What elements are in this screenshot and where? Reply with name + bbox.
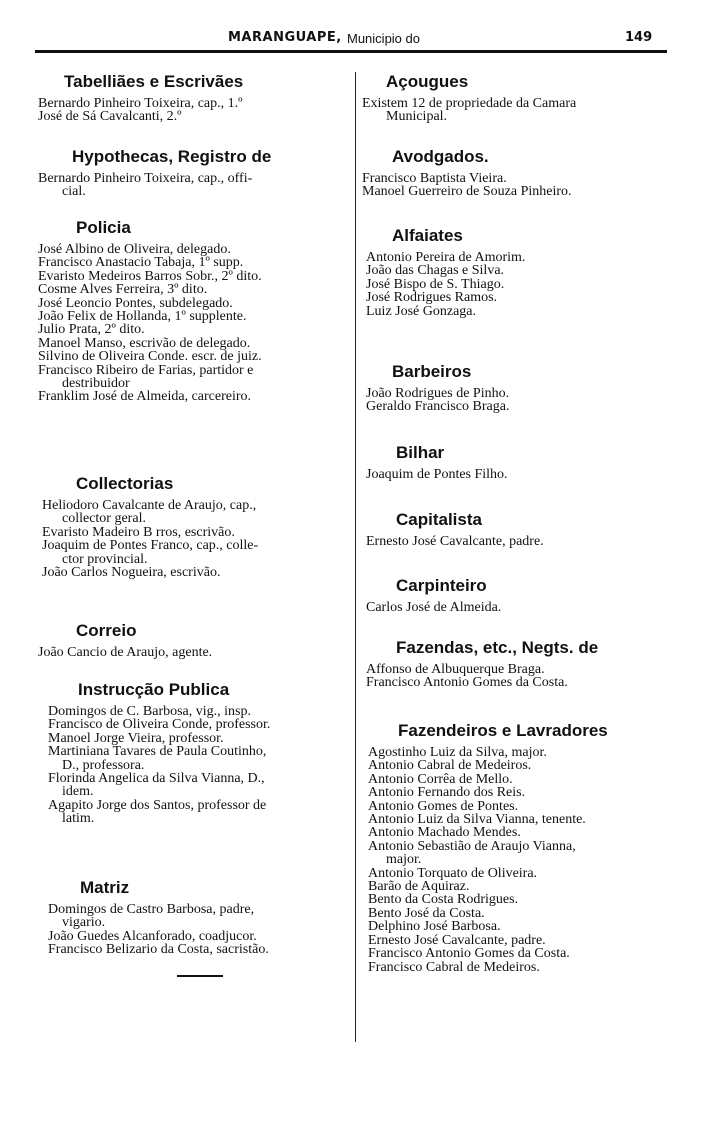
list-entry: Barão de Aquiraz. (368, 879, 470, 895)
section-heading: Instrucção Publica (78, 680, 230, 699)
list-entry-continuation: D., professora. (62, 757, 145, 773)
header-title: MARANGUAPE, (228, 30, 342, 45)
list-entry: Heliodoro Cavalcante de Araujo, cap., (42, 498, 257, 513)
list-entry: Franklim José de Almeida, carcereiro. (38, 389, 252, 405)
list-entry: Luiz José Gonzaga. (366, 303, 477, 319)
section-heading: Alfaiates (392, 226, 463, 245)
list-entry: Antonio Sebastião de Araujo Vianna, (368, 838, 576, 854)
section (38, 72, 243, 124)
section-heading: Collectorias (76, 474, 174, 493)
section (38, 680, 270, 826)
list-entry: Manoel Manso, escrivão de delegado. (38, 335, 251, 351)
list-entry: Francisco Antonio Gomes da Costa. (366, 675, 568, 691)
list-entry: Evaristo Medeiros Barros Sobr., 2º dito. (38, 268, 262, 284)
list-entry-continuation: cial. (62, 184, 86, 200)
column-divider (355, 72, 356, 1042)
header-rule (35, 50, 667, 53)
section (362, 72, 576, 124)
list-entry: José Albino de Oliveira, delegado. (38, 242, 231, 257)
section (362, 510, 544, 548)
end-dash (177, 975, 223, 977)
section (38, 218, 262, 404)
list-entry: Cosme Alves Ferreira, 3º dito. (38, 282, 208, 298)
list-entry: João Guedes Alcanforado, coadjucor. (48, 928, 257, 944)
section-heading: Bilhar (396, 443, 445, 462)
list-entry-continuation: latim. (62, 811, 95, 827)
list-entry: Carlos José de Almeida. (366, 600, 502, 615)
list-entry: João Felix de Hollanda, 1º supplente. (38, 309, 247, 325)
list-entry: Antonio Gomes de Pontes. (368, 798, 519, 814)
section-heading: Tabelliães e Escrivães (64, 72, 244, 91)
section-heading: Capitalista (396, 510, 482, 529)
section-heading: Correio (76, 621, 137, 640)
section (38, 474, 258, 579)
list-entry: Silvino de Oliveira Conde. escr. de juiz. (38, 349, 262, 365)
list-entry: Ernesto José Cavalcante, padre. (368, 932, 546, 948)
list-entry: Antonio Luiz da Silva Vianna, tenente. (368, 812, 586, 828)
list-entry: Francisco Anastacio Tabaja, 1º supp. (38, 255, 244, 271)
list-entry: Bernardo Pinheiro Toixeira, cap., offi- (38, 171, 253, 186)
section (38, 878, 269, 957)
list-entry: Francisco Cabral de Medeiros. (368, 959, 540, 975)
list-entry: Florinda Angelica da Silva Vianna, D., (48, 771, 265, 787)
list-entry-continuation: destribuidor (62, 376, 130, 392)
section (38, 147, 271, 199)
list-entry: Manoel Jorge Vieira, professor. (48, 730, 224, 746)
list-entry: Francisco de Oliveira Conde, professor. (48, 717, 271, 733)
list-entry: Francisco Ribeiro de Farias, partidor e (38, 362, 254, 378)
running-header (0, 30, 715, 50)
list-entry: Francisco Belizario da Costa, sacristão. (48, 942, 269, 958)
list-entry: João Cancio de Araujo, agente. (38, 645, 213, 660)
section (362, 443, 508, 481)
list-entry-continuation: Municipal. (386, 109, 448, 125)
list-entry: Bento da Costa Rodrigues. (368, 892, 519, 908)
header-subtitle: Municipio do (347, 31, 420, 46)
section (362, 147, 572, 199)
list-entry-continuation: vigario. (62, 915, 106, 931)
list-entry: Manoel Guerreiro de Souza Pinheiro. (362, 184, 572, 200)
section-heading: Hypothecas, Registro de (72, 147, 272, 166)
section (362, 362, 509, 414)
list-entry: Antonio Corrêa de Mello. (368, 771, 513, 787)
list-entry: Bento José da Costa. (368, 905, 485, 921)
list-entry: Antonio Cabral de Medeiros. (368, 758, 532, 774)
list-entry: Francisco Baptista Vieira. (362, 171, 507, 186)
section (362, 576, 501, 614)
list-entry-continuation: collector geral. (62, 511, 146, 527)
list-entry-continuation: idem. (62, 784, 94, 800)
list-entry: Antonio Machado Mendes. (368, 825, 521, 841)
list-entry: Antonio Pereira de Amorim. (366, 250, 526, 265)
section-heading: Açougues (386, 72, 469, 91)
section (362, 721, 608, 974)
section-heading: Fazendeiros e Lavradores (398, 721, 608, 740)
list-entry: José Rodrigues Ramos. (366, 290, 498, 306)
list-entry: Geraldo Francisco Braga. (366, 399, 510, 415)
list-entry: Joaquim de Pontes Filho. (366, 467, 508, 482)
list-entry: Agapito Jorge dos Santos, professor de (48, 797, 267, 813)
section (38, 621, 212, 659)
list-entry: João Rodrigues de Pinho. (366, 386, 510, 401)
section-heading: Barbeiros (392, 362, 472, 381)
list-entry: João das Chagas e Silva. (366, 263, 505, 279)
list-entry: Antonio Fernando dos Reis. (368, 785, 526, 801)
list-entry: Joaquim de Pontes Franco, cap., colle- (42, 538, 259, 554)
section-heading: Avodgados. (392, 147, 489, 166)
section (362, 638, 598, 690)
section-heading: Matriz (80, 878, 130, 897)
list-entry: Julio Prata, 2º dito. (38, 322, 145, 338)
list-entry: Existem 12 de propriedade da Camara (362, 96, 577, 111)
list-entry: Domingos de C. Barbosa, vig., insp. (48, 704, 251, 719)
section-heading: Policia (76, 218, 131, 237)
section-heading: Carpinteiro (396, 576, 487, 595)
list-entry: Martiniana Tavares de Paula Coutinho, (48, 744, 267, 760)
list-entry: José de Sá Cavalcanti, 2.º (38, 109, 182, 125)
page-number: 149 (625, 30, 653, 45)
list-entry: José Bispo de S. Thiago. (366, 276, 505, 292)
list-entry: José Leoncio Pontes, subdelegado. (38, 295, 233, 311)
list-entry: Affonso de Albuquerque Braga. (366, 662, 545, 677)
list-entry: Ernesto José Cavalcante, padre. (366, 534, 544, 549)
list-entry: Agostinho Luiz da Silva, major. (368, 745, 547, 760)
list-entry: Domingos de Castro Barbosa, padre, (48, 902, 255, 917)
list-entry: João Carlos Nogueira, escrivão. (42, 565, 221, 581)
list-entry-continuation: ctor provincial. (62, 551, 148, 567)
section (362, 226, 525, 318)
list-entry: Bernardo Pinheiro Toixeira, cap., 1.º (38, 96, 243, 111)
list-entry-continuation: major. (386, 852, 422, 868)
list-entry: Delphino José Barbosa. (368, 919, 501, 935)
list-entry: Francisco Antonio Gomes da Costa. (368, 946, 570, 962)
list-entry: Evaristo Madeiro B rros, escrivão. (42, 524, 235, 540)
section-heading: Fazendas, etc., Negts. de (396, 638, 599, 657)
list-entry: Antonio Torquato de Oliveira. (368, 865, 538, 881)
